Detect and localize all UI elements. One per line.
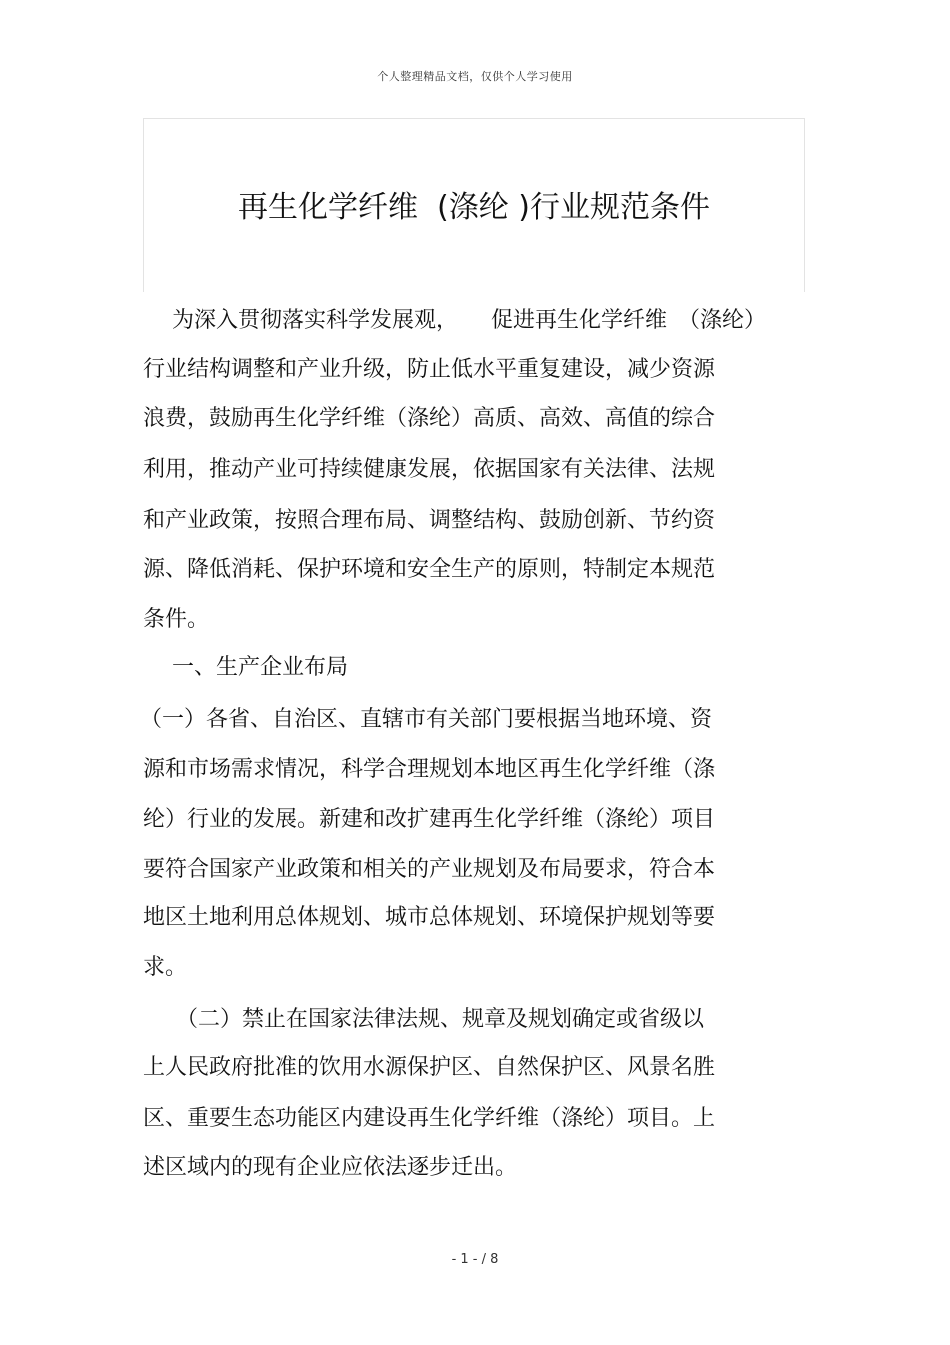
- clause-line: 区、重要生态功能区内建设再生化学纤维（涤纶）项目。上: [143, 1106, 716, 1131]
- intro-line: 浪费，鼓励再生化学纤维（涤纶）高质、高效、高值的综合: [143, 406, 716, 431]
- document-title: 再生化学纤维 (涤纶 )行业规范条件: [237, 190, 711, 225]
- intro-line: 条件。: [143, 607, 210, 632]
- intro-line: 利用，推动产业可持续健康发展，依据国家有关法律、法规: [143, 457, 716, 482]
- page-number: - 1 - / 8: [451, 1252, 499, 1267]
- intro-line: 和产业政策，按照合理布局、调整结构、鼓励创新、节约资: [143, 508, 716, 533]
- clause-line: 源和市场需求情况，科学合理规划本地区再生化学纤维（涤: [143, 757, 716, 782]
- intro-line: 为深入贯彻落实科学发展观， 促进再生化学纤维 （涤纶）: [143, 308, 766, 333]
- clause-line: 上人民政府批准的饮用水源保护区、自然保护区、风景名胜: [143, 1055, 716, 1080]
- clause-line: 地区土地利用总体规划、城市总体规划、环境保护规划等要: [143, 905, 716, 930]
- intro-line: 行业结构调整和产业升级，防止低水平重复建设，减少资源: [143, 357, 716, 382]
- clause-line: （一）各省、自治区、直辖市有关部门要根据当地环境、资: [140, 707, 713, 732]
- clause-line: 述区域内的现有企业应依法逐步迁出。: [143, 1155, 518, 1180]
- clause-line: （二）禁止在国家法律法规、规章及规划确定或省级以: [143, 1007, 705, 1032]
- clause-line: 纶）行业的发展。新建和改扩建再生化学纤维（涤纶）项目: [143, 807, 716, 832]
- clause-line: 要符合国家产业政策和相关的产业规划及布局要求，符合本: [143, 857, 716, 882]
- section-heading: 一、生产企业布局: [143, 655, 348, 680]
- header-note: 个人整理精品文档，仅供个人学习使用: [377, 70, 573, 83]
- intro-line: 源、降低消耗、保护环境和安全生产的原则，特制定本规范: [143, 557, 716, 582]
- clause-line: 求。: [143, 955, 188, 980]
